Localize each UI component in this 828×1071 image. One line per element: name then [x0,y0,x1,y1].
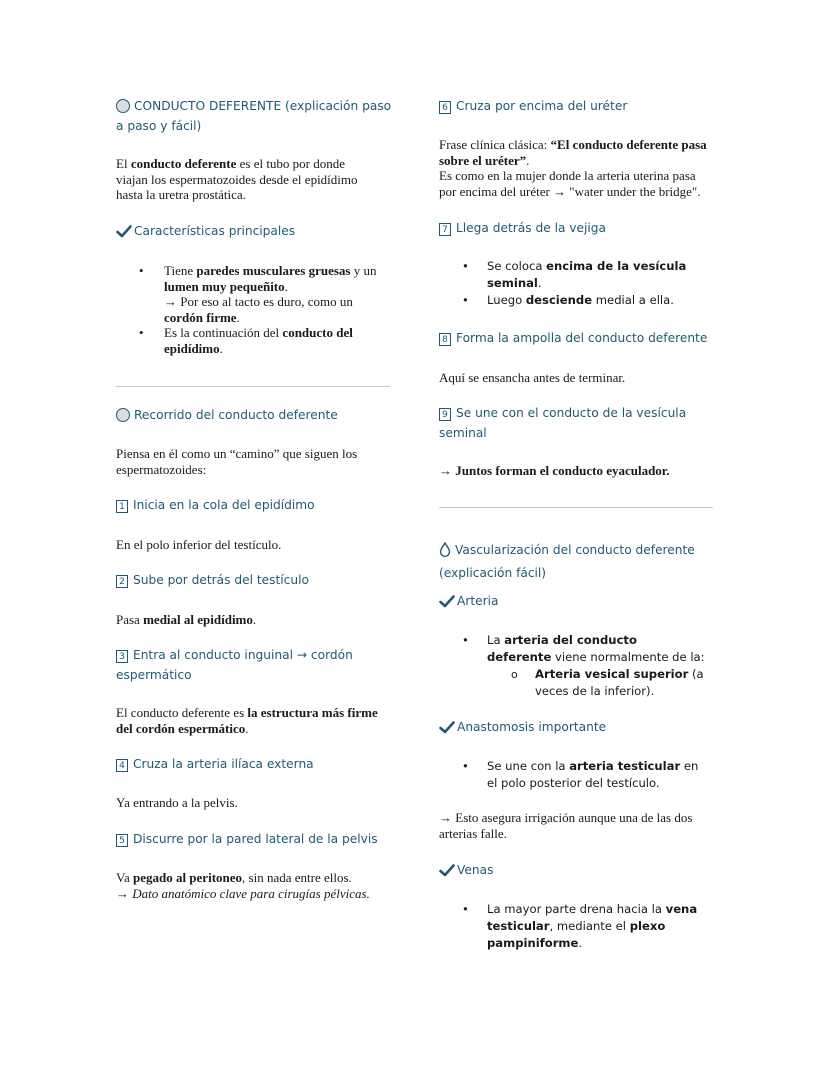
recorrido-intro: Piensa en él como un “camino” que siguen los espermatozoides: [116,446,358,477]
step-5-text: Va pegado al peritoneo, sin nada entre ellos. → Dato anatómico clave para cirugías pélvicas. [116,870,370,901]
section-title-recorrido: Recorrido del conducto deferente [116,405,392,425]
list-item: • Se une con la arteria testicular en el polo posterior del testículo. [439,758,705,792]
arteria-sublist [487,666,705,700]
checkmark-icon [439,720,457,740]
subheading-anastomosis: Anastomosis importante [439,717,715,740]
step-8-heading: 8 Forma la ampolla del conducto deferente [439,328,715,348]
list-item: o Arteria vesical superior (a veces de la inferior). [487,666,705,700]
checkmark-icon [439,594,457,614]
step-3-heading: 3 Entra al conducto inguinal → cordón espermático [116,648,353,682]
number-box-icon: 5 [116,834,128,847]
anastomosis-note: → Esto asegura irrigación aunque una de las dos arterias falle. [439,810,693,841]
anastomosis-list [439,758,705,792]
checkmark-icon [116,224,134,244]
step-1-text: En el polo inferior del testículo. [116,537,282,552]
number-box-icon: 3 [116,650,128,663]
step-1-heading: 1 Inicia en la cola del epidídimo [116,495,392,515]
circle-icon [116,408,130,422]
subheading-venas: Venas [439,860,715,883]
circle-icon [116,99,130,113]
number-box-icon: 6 [439,101,451,114]
number-box-icon: 1 [116,500,128,513]
subheading-caracteristicas: Características principales [116,221,392,244]
step-4-heading: 4 Cruza la arteria ilíaca externa [116,754,392,774]
step-7-heading: 7 Llega detrás de la vejiga [439,218,715,238]
venas-list [439,901,705,952]
checkmark-icon [439,863,457,883]
section-title-conducto: CONDUCTO DEFERENTE (explicación paso a paso y fácil) [116,99,392,133]
list-item: • Es la continuación del conducto del epidídimo. [116,325,392,356]
arteria-list [439,632,705,700]
number-box-icon: 9 [439,408,451,421]
list-item: • La arteria del conducto deferente viene normalmente de la: o Arteria vesical superior (a veces de la inferior). [439,632,705,700]
list-item: • Tiene paredes musculares gruesas y un lumen muy pequeñito. → Por eso al tacto es duro, como un cordón firme. [116,263,392,325]
step-2-heading: 2 Sube por detrás del testículo [116,570,392,590]
list-item: • Se coloca encima de la vesícula seminal. [439,258,699,292]
caracteristicas-list [116,263,392,356]
number-box-icon: 4 [116,759,128,772]
divider [439,507,713,508]
subheading-arteria: Arteria [439,591,715,614]
step-9-heading: 9 Se une con el conducto de la vesícula seminal [439,406,687,440]
divider [116,386,390,387]
step-9-text: → Juntos forman el conducto eyaculador. [439,463,670,478]
number-box-icon: 8 [439,333,451,346]
step-8-text: Aquí se ensancha antes de terminar. [439,370,626,385]
step-4-text: Ya entrando a la pelvis. [116,795,238,810]
step-5-heading: 5 Discurre por la pared lateral de la pelvis [116,829,392,849]
drop-icon [439,542,455,563]
step-3-text: El conducto deferente es la estructura más firme del cordón espermático. [116,705,378,736]
list-item: • Luego desciende medial a ella. [439,292,699,309]
number-box-icon: 7 [439,223,451,236]
step-7-list [439,258,699,309]
step-6-text: Frase clínica clásica: “El conducto deferente pasa sobre el uréter”. Es como en la mujer donde la arteria uterina pasa por encima del uréter → "water under the bridge". [439,137,707,199]
number-box-icon: 2 [116,575,128,588]
intro-paragraph: El conducto deferente es el tubo por donde viajan los espermatozoides desde el epidídimo hasta la uretra prostática. [116,156,358,202]
list-item: • La mayor parte drena hacia la vena testicular, mediante el plexo pampiniforme. [439,901,705,952]
step-6-heading: 6 Cruza por encima del uréter [439,96,715,116]
section-title-vascularizacion: Vascularización del conducto deferente (explicación fácil) [439,543,695,580]
step-2-text: Pasa medial al epidídimo. [116,612,257,627]
